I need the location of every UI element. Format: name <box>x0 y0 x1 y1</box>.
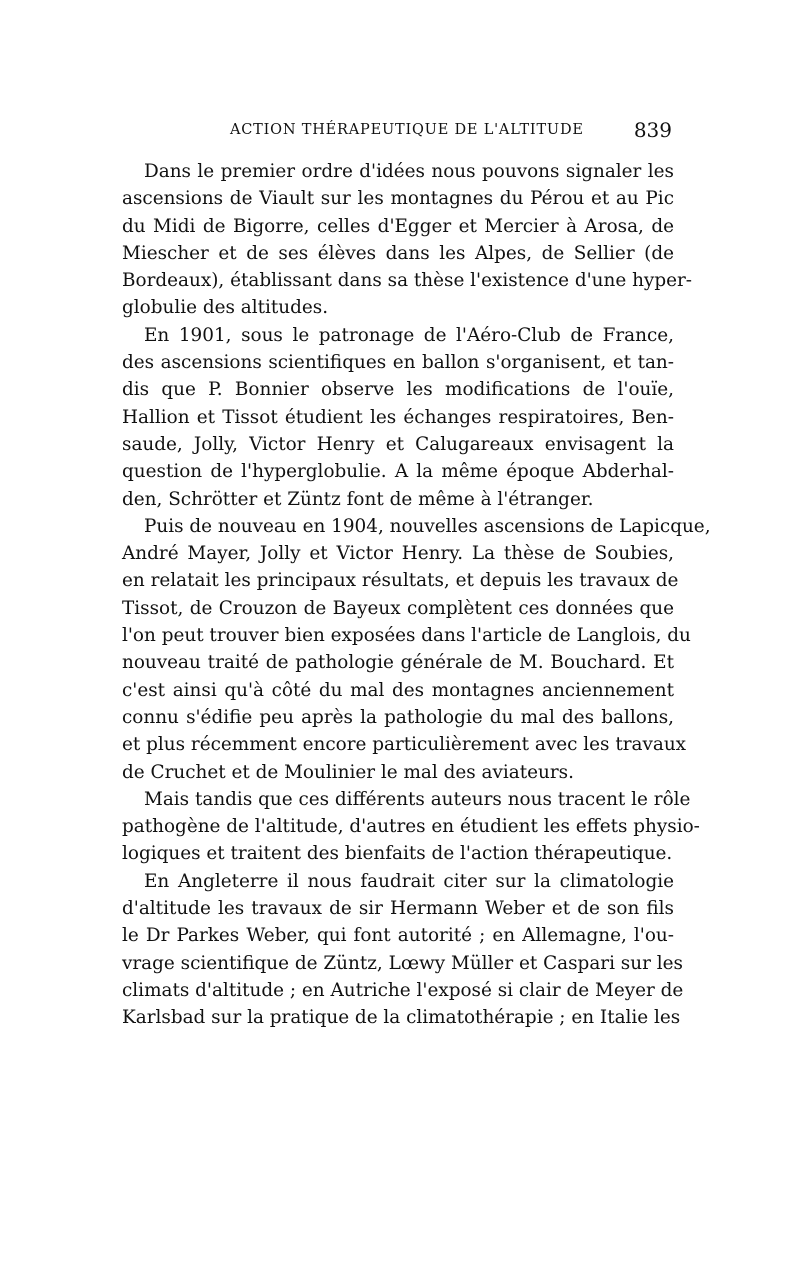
text-line: globulie des altitudes. <box>122 297 329 319</box>
text-line: nouveau traité de pathologie générale de M. Bouchard. Et <box>122 652 674 674</box>
text-line: des ascensions scientifiques en ballon s'organisent, et tan- <box>122 352 674 374</box>
text-line: Hallion et Tissot étudient les échanges respiratoires, Ben- <box>122 406 674 428</box>
paragraph-5 <box>122 868 684 1032</box>
text-line: de Cruchet et de Moulinier le mal des aviateurs. <box>122 761 574 783</box>
text-line: et plus récemment encore particulièrement avec les travaux <box>122 734 687 756</box>
paragraph-4 <box>122 786 700 868</box>
text-line: climats d'altitude ; en Autriche l'exposé si clair de Meyer de <box>122 979 684 1001</box>
text-line: le Dr Parkes Weber, qui font autorité ; en Allemagne, l'ou- <box>122 925 674 947</box>
text-line: Karlsbad sur la pratique de la climatothérapie ; en Italie les <box>122 1007 681 1029</box>
text-line: en relatait les principaux résultats, et depuis les travaux de <box>122 570 679 592</box>
text-line: Tissot, de Crouzon de Bayeux complètent ces données que <box>122 597 674 619</box>
text-line: Dans le premier ordre d'idées nous pouvons signaler les <box>144 161 674 182</box>
paragraph-3 <box>122 513 711 786</box>
text-line: logiques et traitent des bienfaits de l'action thérapeutique. <box>122 843 673 865</box>
text-line: ascensions de Viault sur les montagnes du Pérou et au Pic <box>122 188 674 210</box>
text-line: connu s'édifie peu après la pathologie du mal des ballons, <box>122 706 674 728</box>
text-line: c'est ainsi qu'à côté du mal des montagnes anciennement <box>122 679 674 701</box>
text-line: d'altitude les travaux de sir Hermann Weber et de son fils <box>122 898 674 920</box>
text-line: dis que P. Bonnier observe les modifications de l'ouïe, <box>122 379 674 401</box>
paragraph-2 <box>122 322 674 513</box>
text-line: du Midi de Bigorre, celles d'Egger et Mercier à Arosa, de <box>122 215 674 237</box>
running-title: ACTION THÉRAPEUTIQUE DE L'ALTITUDE <box>230 122 584 138</box>
body-text <box>122 158 711 1032</box>
text-line: En 1901, sous le patronage de l'Aéro-Club de France, <box>144 324 674 346</box>
text-line: Bordeaux), établissant dans sa thèse l'existence d'une hyper- <box>122 270 692 292</box>
text-line: Miescher et de ses élèves dans les Alpes, de Sellier (de <box>122 242 674 264</box>
text-line: vrage scientifique de Züntz, Lœwy Müller et Caspari sur les <box>122 952 683 974</box>
text-line: l'on peut trouver bien exposées dans l'article de Langlois, du <box>122 625 691 647</box>
text-line: den, Schrötter et Züntz font de même à l'étranger. <box>122 488 594 510</box>
text-line: André Mayer, Jolly et Victor Henry. La thèse de Soubies, <box>122 543 674 565</box>
text-line: pathogène de l'altitude, d'autres en étudient les effets physio- <box>122 816 700 838</box>
text-line: Puis de nouveau en 1904, nouvelles ascensions de Lapicque, <box>144 515 711 537</box>
text-line: saude, Jolly, Victor Henry et Calugareaux envisagent la <box>122 433 674 455</box>
text-line: Mais tandis que ces différents auteurs nous tracent le rôle <box>144 788 691 810</box>
running-head <box>122 118 674 144</box>
text-line: question de l'hyperglobulie. A la même époque Abderhal- <box>122 461 674 483</box>
paragraph-1 <box>122 158 692 322</box>
page-number: 839 <box>633 118 672 142</box>
text-line: En Angleterre il nous faudrait citer sur la climatologie <box>144 870 674 892</box>
